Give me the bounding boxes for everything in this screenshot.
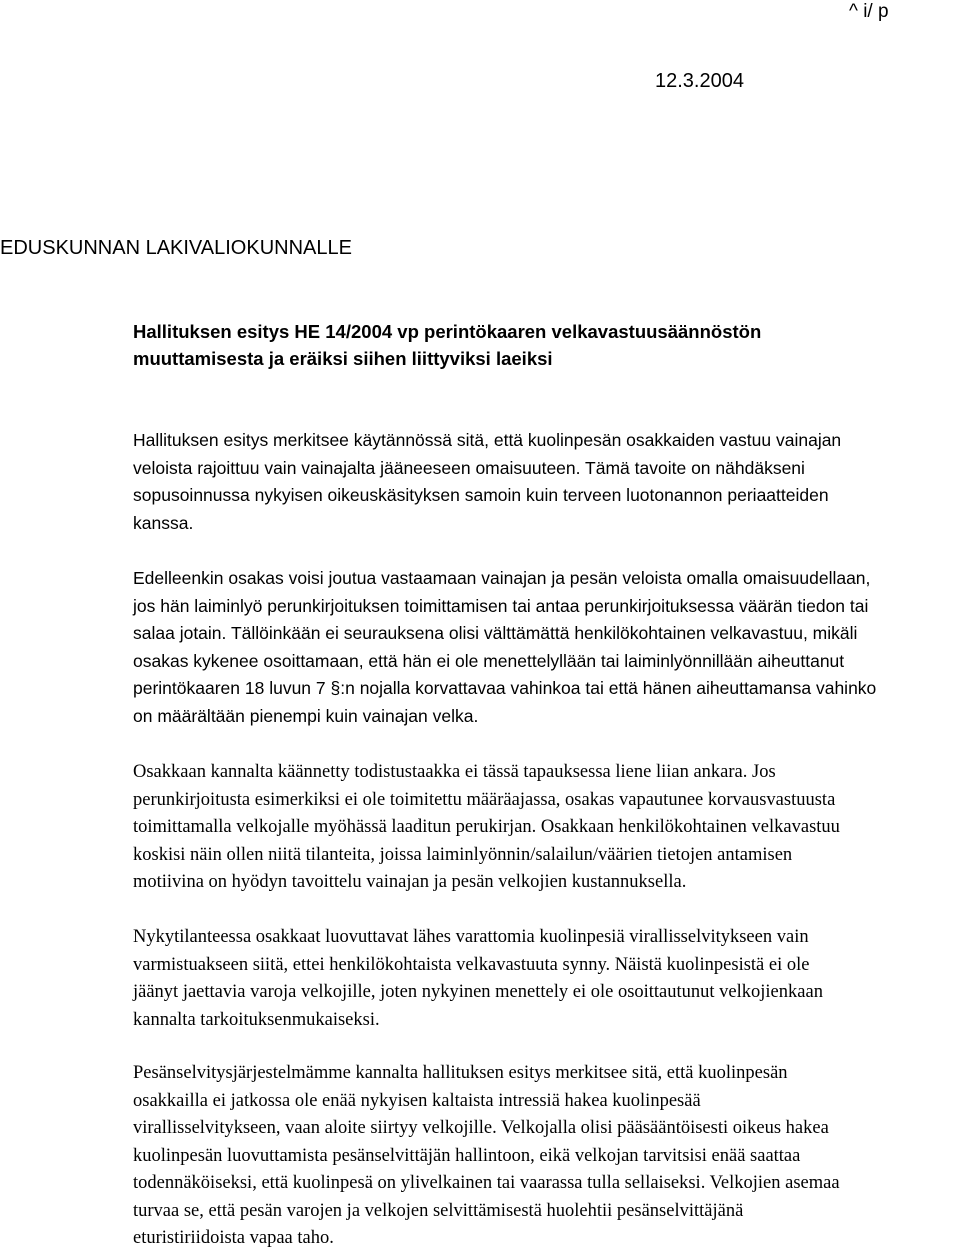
paragraph-line: Hallituksen esitys merkitsee käytännössä sitä, että kuolinpesän osakkaiden vastuu vainajan	[133, 430, 842, 450]
paragraph-3	[133, 759, 959, 897]
paragraph-line: jos hän laiminlyö perunkirjoituksen toimittamisen tai antaa perunkirjoituksessa väärän tiedon tai	[133, 595, 869, 616]
subject-line: muuttamisesta ja eräiksi siihen liittyviksi laeiksi	[133, 348, 553, 369]
paragraph-5	[133, 1060, 959, 1253]
paragraph-line: sopusoinnussa nykyisen oikeuskäsityksen samoin kuin terveen luotonannon periaatteiden	[133, 485, 829, 505]
paragraph-line: Pesänselvitysjärjestelmämme kannalta hallituksen esitys merkitsee sitä, että kuolinpesän	[133, 1063, 788, 1083]
paragraph-line: kuolinpesän luovuttamista pesänselvittäjän hallintoon, eikä velkojan tarvitsisi enää saattaa	[133, 1145, 801, 1166]
paragraph-line: eturistiriidoista vapaa taho.	[133, 1228, 334, 1248]
paragraph-line: veloista rajoittuu vain vainajalta jääneeseen omaisuuteen. Tämä tavoite on nähdäkseni	[133, 457, 805, 478]
paragraph-line: Nykytilanteessa osakkaat luovuttavat lähes varattomia kuolinpesiä virallisselvitykseen vain	[133, 927, 809, 947]
document-date: 12.3.2004	[655, 70, 744, 92]
paragraph-line: osakas kykenee osoittamaan, että hän ei ole menettelyllään tai laiminlyönnillään aiheuttanut	[133, 650, 845, 671]
recipient-heading: EDUSKUNNAN LAKIVALIOKUNNALLE	[0, 237, 352, 259]
paragraph-2	[133, 565, 959, 730]
paragraph-line: Osakkaan kannalta käännetty todistustaakka ei tässä tapauksessa liene liian ankara. Jos	[133, 762, 776, 782]
paragraph-line: turvaa se, että pesän varojen ja velkojen selvittämisestä huolehtii pesänselvittäjänä	[133, 1200, 744, 1221]
paragraph-line: motiivina on hyödyn tavoittelu vainajan ja pesän velkojien kustannuksella.	[133, 872, 687, 892]
paragraph-line: osakkailla ei jatkossa ole enää nykyisen kaltaista intressiä hakea kuolinpesää	[133, 1090, 701, 1111]
paragraph-line: perunkirjoitusta esimerkiksi ei ole toimitettu määräajassa, osakas vapautunee korvausvastuusta	[133, 789, 836, 810]
paragraph-line: varmistuakseen siitä, ettei henkilökohtaista velkavastuuta synny. Näistä kuolinpesistä ei ole	[133, 954, 810, 975]
paragraph-1	[133, 427, 959, 537]
subject-heading	[133, 318, 933, 372]
corner-mark: ^ i/ p	[849, 1, 889, 22]
subject-line: Hallituksen esitys HE 14/2004 vp perintökaaren velkavastuusäännöstön	[133, 321, 762, 342]
paragraph-4	[133, 924, 959, 1034]
paragraph-line: kannalta tarkoituksenmukaiseksi.	[133, 1009, 380, 1030]
paragraph-line: todennäköiseksi, että kuolinpesä on ylivelkainen tai vaarassa tulla sellaiseksi. Velkojien asemaa	[133, 1173, 840, 1193]
paragraph-line: salaa jotain. Tällöinkään ei seurauksena olisi välttämättä henkilökohtainen velkavastuu, mikäli	[133, 623, 858, 643]
paragraph-line: perintökaaren 18 luvun 7 §:n nojalla korvattavaa vahinkoa tai että hänen aiheuttamansa vahinko	[133, 678, 877, 698]
paragraph-line: koskisi näin ollen niitä tilanteita, joissa laiminlyönnin/salailun/väärien tietojen antamisen	[133, 844, 793, 865]
paragraph-line: virallisselvitykseen, vaan aloite siirtyy velkojille. Velkojalla olisi pääsääntöisesti oikeus hakea	[133, 1118, 829, 1138]
paragraph-line: toimittamalla velkojalle myöhässä laaditun perukirjan. Osakkaan henkilökohtainen velkavastuu	[133, 817, 840, 837]
paragraph-line: jäänyt jaettavia varoja velkojille, joten nykyinen menettely ei ole osoittautunut velkojienkaan	[133, 982, 823, 1002]
paragraph-line: on määrältään pienempi kuin vainajan velka.	[133, 705, 479, 726]
paragraph-line: kanssa.	[133, 512, 194, 533]
paragraph-line: Edelleenkin osakas voisi joutua vastaamaan vainajan ja pesän veloista omalla omaisuudellaan,	[133, 568, 871, 588]
